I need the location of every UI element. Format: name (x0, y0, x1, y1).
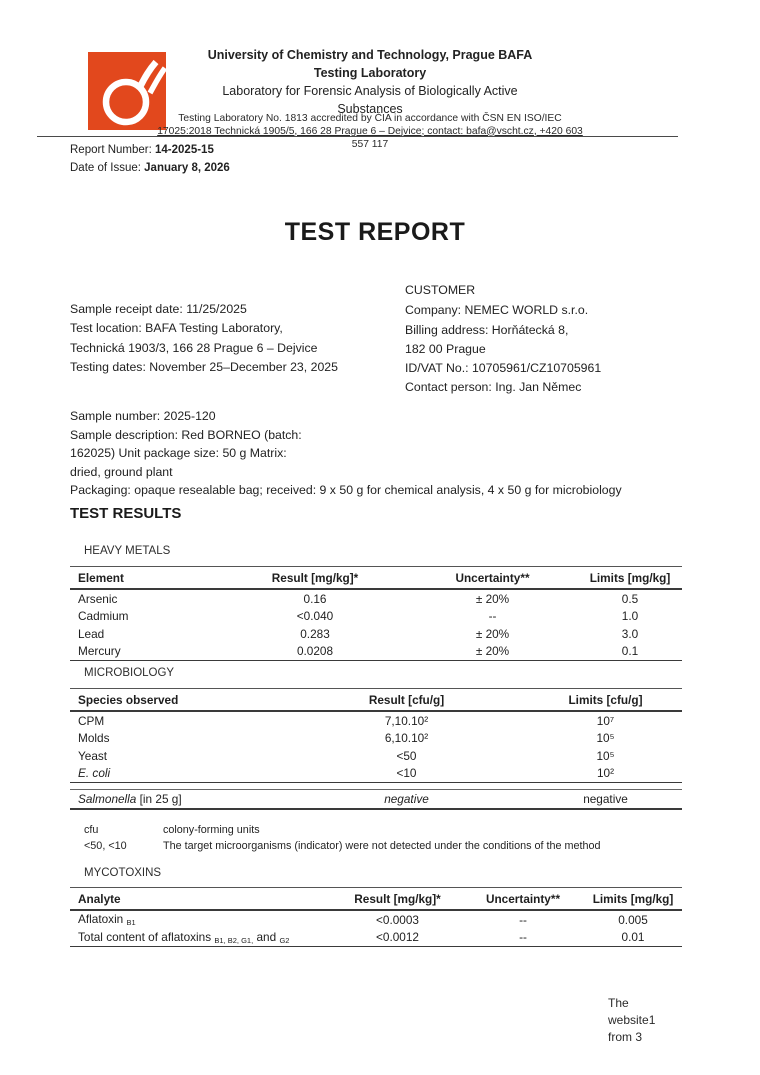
limit-cell: 1.0 (621, 609, 639, 624)
limit-cell: negative (529, 790, 682, 809)
table-row (70, 643, 682, 661)
footnote-term: cfu (84, 824, 99, 836)
accreditation-line2: 17025:2018 Technická 1905/5, 166 28 Prague 6 – Dejvice; contact: bafa@vscht.cz, +420 603 (157, 125, 583, 137)
sample-number-line: Sample number: 2025-120 (70, 409, 216, 423)
mycotoxins-section-label: MYCOTOXINS (84, 867, 162, 879)
uncertainty-cell: -- (488, 609, 497, 624)
salmonella-row-table (70, 789, 682, 810)
uncertainty-cell: -- (519, 912, 527, 927)
column-header-result: Result [cfu/g] (284, 689, 529, 712)
uncertainty-cell: ± 20% (475, 626, 510, 641)
column-header-uncertainty: Uncertainty** (407, 567, 578, 590)
date-of-issue-label: Date of Issue: (70, 161, 145, 174)
date-of-issue-line (70, 160, 230, 178)
mycotoxins-header-row (70, 888, 682, 911)
table-row (70, 747, 682, 765)
table-row (70, 608, 682, 626)
table-row (70, 765, 682, 783)
analyte-subscript: B1 (126, 918, 136, 928)
page-footer-line1: The (608, 996, 629, 1010)
test-location-address-line: Technická 1903/3, 166 28 Prague 6 – Dejvice (70, 340, 318, 355)
salmonella-name: Salmonella (78, 791, 137, 806)
result-cell: 0.0208 (223, 643, 407, 661)
column-header-limits: Limits [cfu/g] (529, 689, 682, 712)
table-row (70, 625, 682, 643)
report-meta-block (70, 142, 230, 177)
result-cell: <10 (284, 765, 529, 783)
column-header-element: Element (70, 567, 223, 590)
column-header-result: Result [mg/kg]* (333, 888, 462, 911)
table-row (70, 589, 682, 608)
column-header-species: Species observed (70, 689, 284, 712)
limit-cell: 0.005 (618, 912, 648, 927)
salmonella-row (70, 790, 682, 809)
limit-cell: 10⁷ (596, 713, 615, 728)
page-number-block (608, 995, 655, 1046)
element-cell: Mercury (70, 643, 223, 661)
customer-idvat-line: ID/VAT No.: 10705961/CZ10705961 (405, 361, 602, 376)
result-cell: <50 (396, 748, 417, 763)
analyte-cell (70, 910, 333, 929)
report-number-line (70, 142, 230, 160)
table-row (70, 711, 682, 730)
microbiology-table (70, 688, 682, 783)
analyte-cell (70, 929, 333, 947)
sample-batch-line: 162025) Unit package size: 50 g Matrix: (70, 446, 287, 461)
test-results-heading: TEST RESULTS (70, 505, 182, 522)
accreditation-block (100, 113, 640, 138)
analyte-name: Total content of aflatoxins (78, 929, 215, 944)
salmonella-qualifier: [in 25 g] (136, 791, 182, 806)
heavy-metals-header-row (70, 567, 682, 590)
analyte-name-mid: and (253, 929, 280, 944)
footnote-term: <50, <10 (84, 840, 127, 852)
header-divider-rule (37, 136, 678, 137)
sample-description-line: Sample description: Red BORNEO (batch: (70, 427, 302, 442)
result-cell: 0.16 (303, 591, 327, 606)
column-header-result: Result [mg/kg]* (223, 567, 407, 590)
result-cell: 7,10.10² (384, 713, 429, 728)
column-header-limits: Limits [mg/kg] (578, 567, 682, 590)
species-cell: E. coli (70, 765, 284, 783)
limit-cell: 10⁵ (596, 748, 615, 763)
customer-column (405, 281, 695, 398)
element-cell: Lead (78, 626, 105, 641)
microbiology-header-row (70, 689, 682, 712)
result-cell: 6,10.10² (384, 731, 429, 746)
limit-cell: 0.01 (584, 929, 682, 947)
column-header-analyte: Analyte (70, 888, 333, 911)
mycotoxins-table (70, 887, 682, 947)
result-cell: <0.0012 (333, 929, 462, 947)
analyte-subscript2: G2 (279, 935, 290, 945)
org-name-line1: University of Chemistry and Technology, Prague BAFA (207, 48, 533, 62)
heavy-metals-table (70, 566, 682, 661)
sample-description-block (70, 407, 695, 500)
microbiology-section-label: MICROBIOLOGY (84, 667, 175, 679)
table-row (70, 730, 682, 748)
document-title: TEST REPORT (284, 218, 466, 246)
report-number-label: Report Number: (70, 144, 156, 156)
uncertainty-cell: -- (462, 929, 584, 947)
org-name-line3: Laboratory for Forensic Analysis of Biologically Active (222, 84, 518, 98)
customer-city-line: 182 00 Prague (405, 341, 486, 356)
testing-dates-line: Testing dates: November 25–December 23, 2025 (70, 359, 338, 374)
element-cell: Arsenic (78, 591, 118, 606)
customer-company-line: Company: NEMEC WORLD s.r.o. (405, 303, 589, 318)
org-name-line2: Testing Laboratory (313, 66, 427, 80)
result-cell: <0.040 (296, 609, 334, 624)
sample-matrix-line: dried, ground plant (70, 464, 173, 479)
table-row (70, 929, 682, 947)
table-row (70, 910, 682, 929)
limit-cell: 10⁵ (596, 731, 615, 746)
result-cell: 0.283 (300, 626, 330, 641)
limit-cell: 10² (529, 765, 682, 783)
result-cell: <0.0003 (376, 912, 419, 927)
header-org-block (100, 46, 640, 118)
heavy-metals-section-label: HEAVY METALS (84, 545, 171, 557)
element-cell: Cadmium (78, 609, 129, 624)
date-of-issue-value: January 8, 2026 (144, 161, 230, 174)
species-cell: Molds (78, 731, 110, 746)
species-cell (70, 790, 284, 809)
result-cell: negative (284, 790, 529, 809)
analyte-subscript: B1, B2, G1, (214, 935, 254, 945)
sample-packaging-line: Packaging: opaque resealable bag; received: 9 x 50 g for chemical analysis, 4 x 50 g for microbiology (70, 483, 622, 498)
limit-cell: 0.5 (621, 591, 639, 606)
footnotes-block (84, 822, 601, 854)
sample-info-column (70, 300, 400, 377)
species-cell: Yeast (78, 748, 108, 763)
page-footer-line3: from 3 (608, 1030, 643, 1044)
accreditation-line1: Testing Laboratory No. 1813 accredited by ČIA in accordance with ČSN EN ISO/IEC (178, 113, 562, 124)
page-footer-line2: website1 (608, 1013, 656, 1027)
sample-receipt-date-line: Sample receipt date: 11/25/2025 (70, 302, 247, 316)
column-header-uncertainty: Uncertainty** (462, 888, 584, 911)
uncertainty-cell: ± 20% (475, 591, 510, 606)
species-cell: CPM (78, 713, 105, 728)
limit-cell: 3.0 (621, 626, 639, 641)
report-number-value: 14-2025-15 (155, 144, 214, 156)
footnote-description: colony-forming units (163, 824, 260, 836)
footnote-row (84, 822, 601, 838)
limit-cell: 0.1 (578, 643, 682, 661)
test-location-line: Test location: BAFA Testing Laboratory, (70, 321, 283, 336)
customer-heading: CUSTOMER (405, 283, 476, 297)
footnote-description: The target microorganisms (indicator) were not detected under the conditions of the method (163, 840, 601, 852)
uncertainty-cell: ± 20% (407, 643, 578, 661)
column-header-limits: Limits [mg/kg] (584, 888, 682, 911)
org-name-line4: Substances (337, 102, 403, 116)
analyte-name: Aflatoxin (78, 912, 127, 927)
footnote-row (84, 838, 601, 854)
customer-billing-line: Billing address: Horňátecká 8, (405, 322, 569, 337)
customer-contact-line: Contact person: Ing. Jan Němec (405, 380, 582, 395)
accreditation-line3: 557 117 (351, 139, 389, 150)
